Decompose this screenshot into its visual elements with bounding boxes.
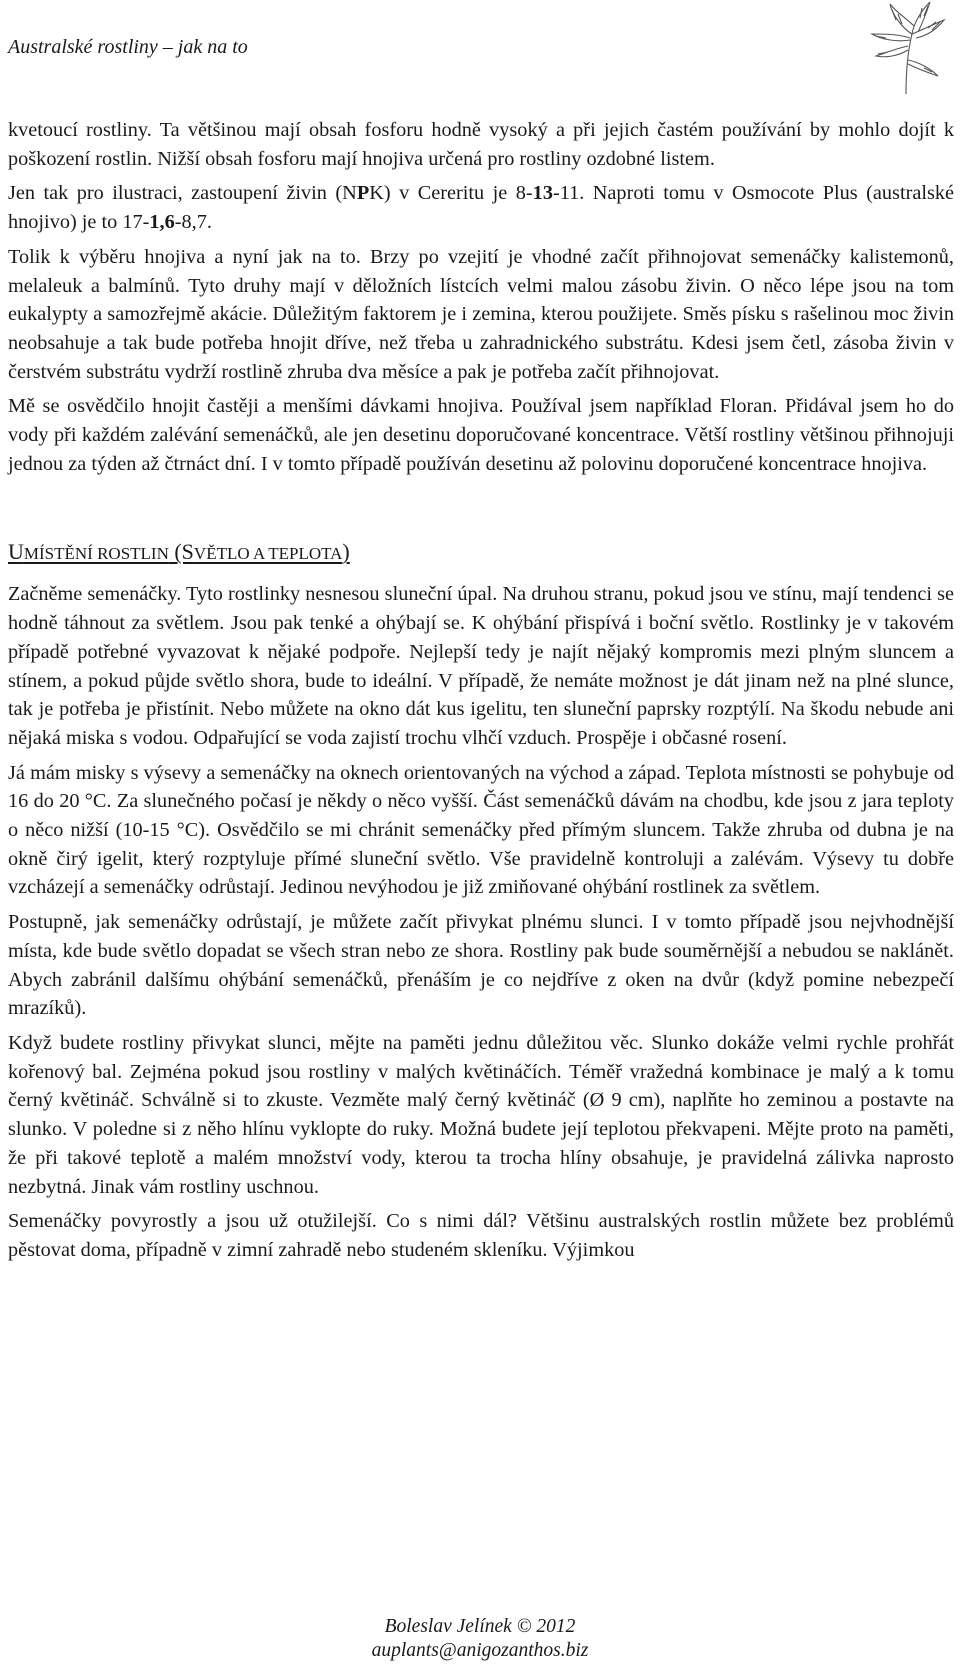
- paragraph: Začněme semenáčky. Tyto rostlinky nesnesou sluneční úpal. Na druhou stranu, pokud jsou ve stínu, mají tendenci se hodně táhnout za světlem. Jsou pak tenké a ohýbají se. K ohýbání přispívá i boční světlo. Rostlinky je v takovém případě potřebné vyvazovat k nějaké podpoře. Nejlepší tedy je najít nějaký kompromis mezi plným sluncem a stínem, a pokud půjde světlo shora, bude to ideální. V případě, že nemáte možnost je dát jinam než na plné slunce, tak je potřeba je přistínit. Nebo můžete na okno dát kus igelitu, ten sluneční paprsky rozptýlí. Na škodu nebude ani nějaká miska s vodou. Odpařující se voda zajistí trochu vlhčí vzduch. Prospěje i občasné rosení.: [8, 583, 954, 749]
- footer-author: Boleslav Jelínek © 2012: [384, 1616, 576, 1637]
- running-header: Australské rostliny – jak na to: [8, 36, 248, 58]
- flower-logo-icon: [862, 0, 948, 96]
- document-body: [8, 116, 954, 1271]
- section-heading: UMÍSTĚNÍ ROSTLIN (SVĚTLO A TEPLOTA): [8, 539, 350, 565]
- paragraph: kvetoucí rostliny. Ta většinou mají obsah fosforu hodně vysoký a při jejich častém používání by mohlo dojít k poškození rostlin. Nižší obsah fosforu mají hnojiva určená pro rostliny ozdobné listem.: [8, 119, 954, 170]
- paragraph: Jen tak pro ilustraci, zastoupení živin (NPK) v Cereritu je 8-13-11. Naproti tomu v Osmocote Plus (australské hnojivo) je to 17-1,6-8,7.: [8, 182, 955, 234]
- footer-email: auplants@anigozanthos.biz: [371, 1640, 589, 1661]
- paragraph: Já mám misky s výsevy a semenáčky na oknech orientovaných na východ a západ. Teplota místnosti se pohybuje od 16 do 20 °C. Za slunečného počasí je někdy o něco vyšší. Část semenáčků dávám na chodbu, kde jsou z jara teploty o něco nižší (10-15 °C). Osvědčilo se mi chránit semenáčky před přímým sluncem. Takže zhruba od dubna je na okně čirý igelit, který rozptyluje přímé sluneční světlo. Vše pravidelně kontroluji a zalévám. Výsevy tu dobře vzcházejí a semenáčky odrůstají. Jedinou nevýhodou je již zmiňované ohýbání rostlinek za světlem.: [8, 761, 954, 899]
- paragraph: Když budete rostliny přivykat slunci, mějte na paměti jednu důležitou věc. Slunko dokáže velmi rychle prohřát kořenový bal. Zejména pokud jsou rostliny v malých květináčích. Téměř vražedná kombinace je malý a k tomu černý květináč. Schválně si to zkuste. Vezměte malý černý květináč (Ø 9 cm), naplňte ho zeminou a postavte na slunko. V poledne si z něho hlínu vyklopte do ruky. Možná budete její teplotou překvapeni. Mějte proto na paměti, že při takové teplotě a malém množství vody, kterou ta trocha hlíny obsahuje, je pravidelná zálivka naprosto nezbytná. Jinak vám rostliny uschnou.: [8, 1031, 954, 1198]
- paragraph: Tolik k výběru hnojiva a nyní jak na to. Brzy po vzejití je vhodné začít přihnojovat semenáčky kalistemonů, melaleuk a balmínů. Tyto druhy mají v děložních lístcích velmi malou zásobu živin. O něco lépe jsou na tom eukalypty a samozřejmě akácie. Důležitým faktorem je i zemina, kterou použijete. Směs písku s rašelinou moc živin neobsahuje a tak bude potřeba hnojit dříve, než třeba u zahradnického substrátu. Kdesi jsem četl, zásoba živin v čerstvém substrátu vydrží rostlině zhruba dva měsíce a pak je potřeba začít přihnojovat.: [8, 245, 954, 383]
- paragraph: Mě se osvědčilo hnojit častěji a menšími dávkami hnojiva. Používal jsem například Floran. Přidával jsem ho do vody při každém zalévání semenáčků, ale jen desetinu doporučované koncentrace. Větší rostliny většinou přihnojuji jednou za týden až čtrnáct dní. I v tomto případě používán desetinu až polovinu doporučené koncentrace hnojiva.: [8, 395, 954, 475]
- paragraph: Postupně, jak semenáčky odrůstají, je můžete začít přivykat plnému slunci. I v tomto případě jsou nejvhodnější místa, kde bude světlo dopadat se všech stran nebo ze shora. Rostliny pak bude souměrnější a nebudou se naklánět. Abych zabránil dalšímu ohýbání semenáčků, přenáším je co nejdříve z oken na dvůr (když pomine nebezpečí mrazíků).: [8, 911, 954, 1020]
- paragraph: Semenáčky povyrostly a jsou už otužilejší. Co s nimi dál? Většinu australských rostlin můžete bez problémů pěstovat doma, případně v zimní zahradě nebo studeném skleníku. Výjimkou: [8, 1210, 954, 1261]
